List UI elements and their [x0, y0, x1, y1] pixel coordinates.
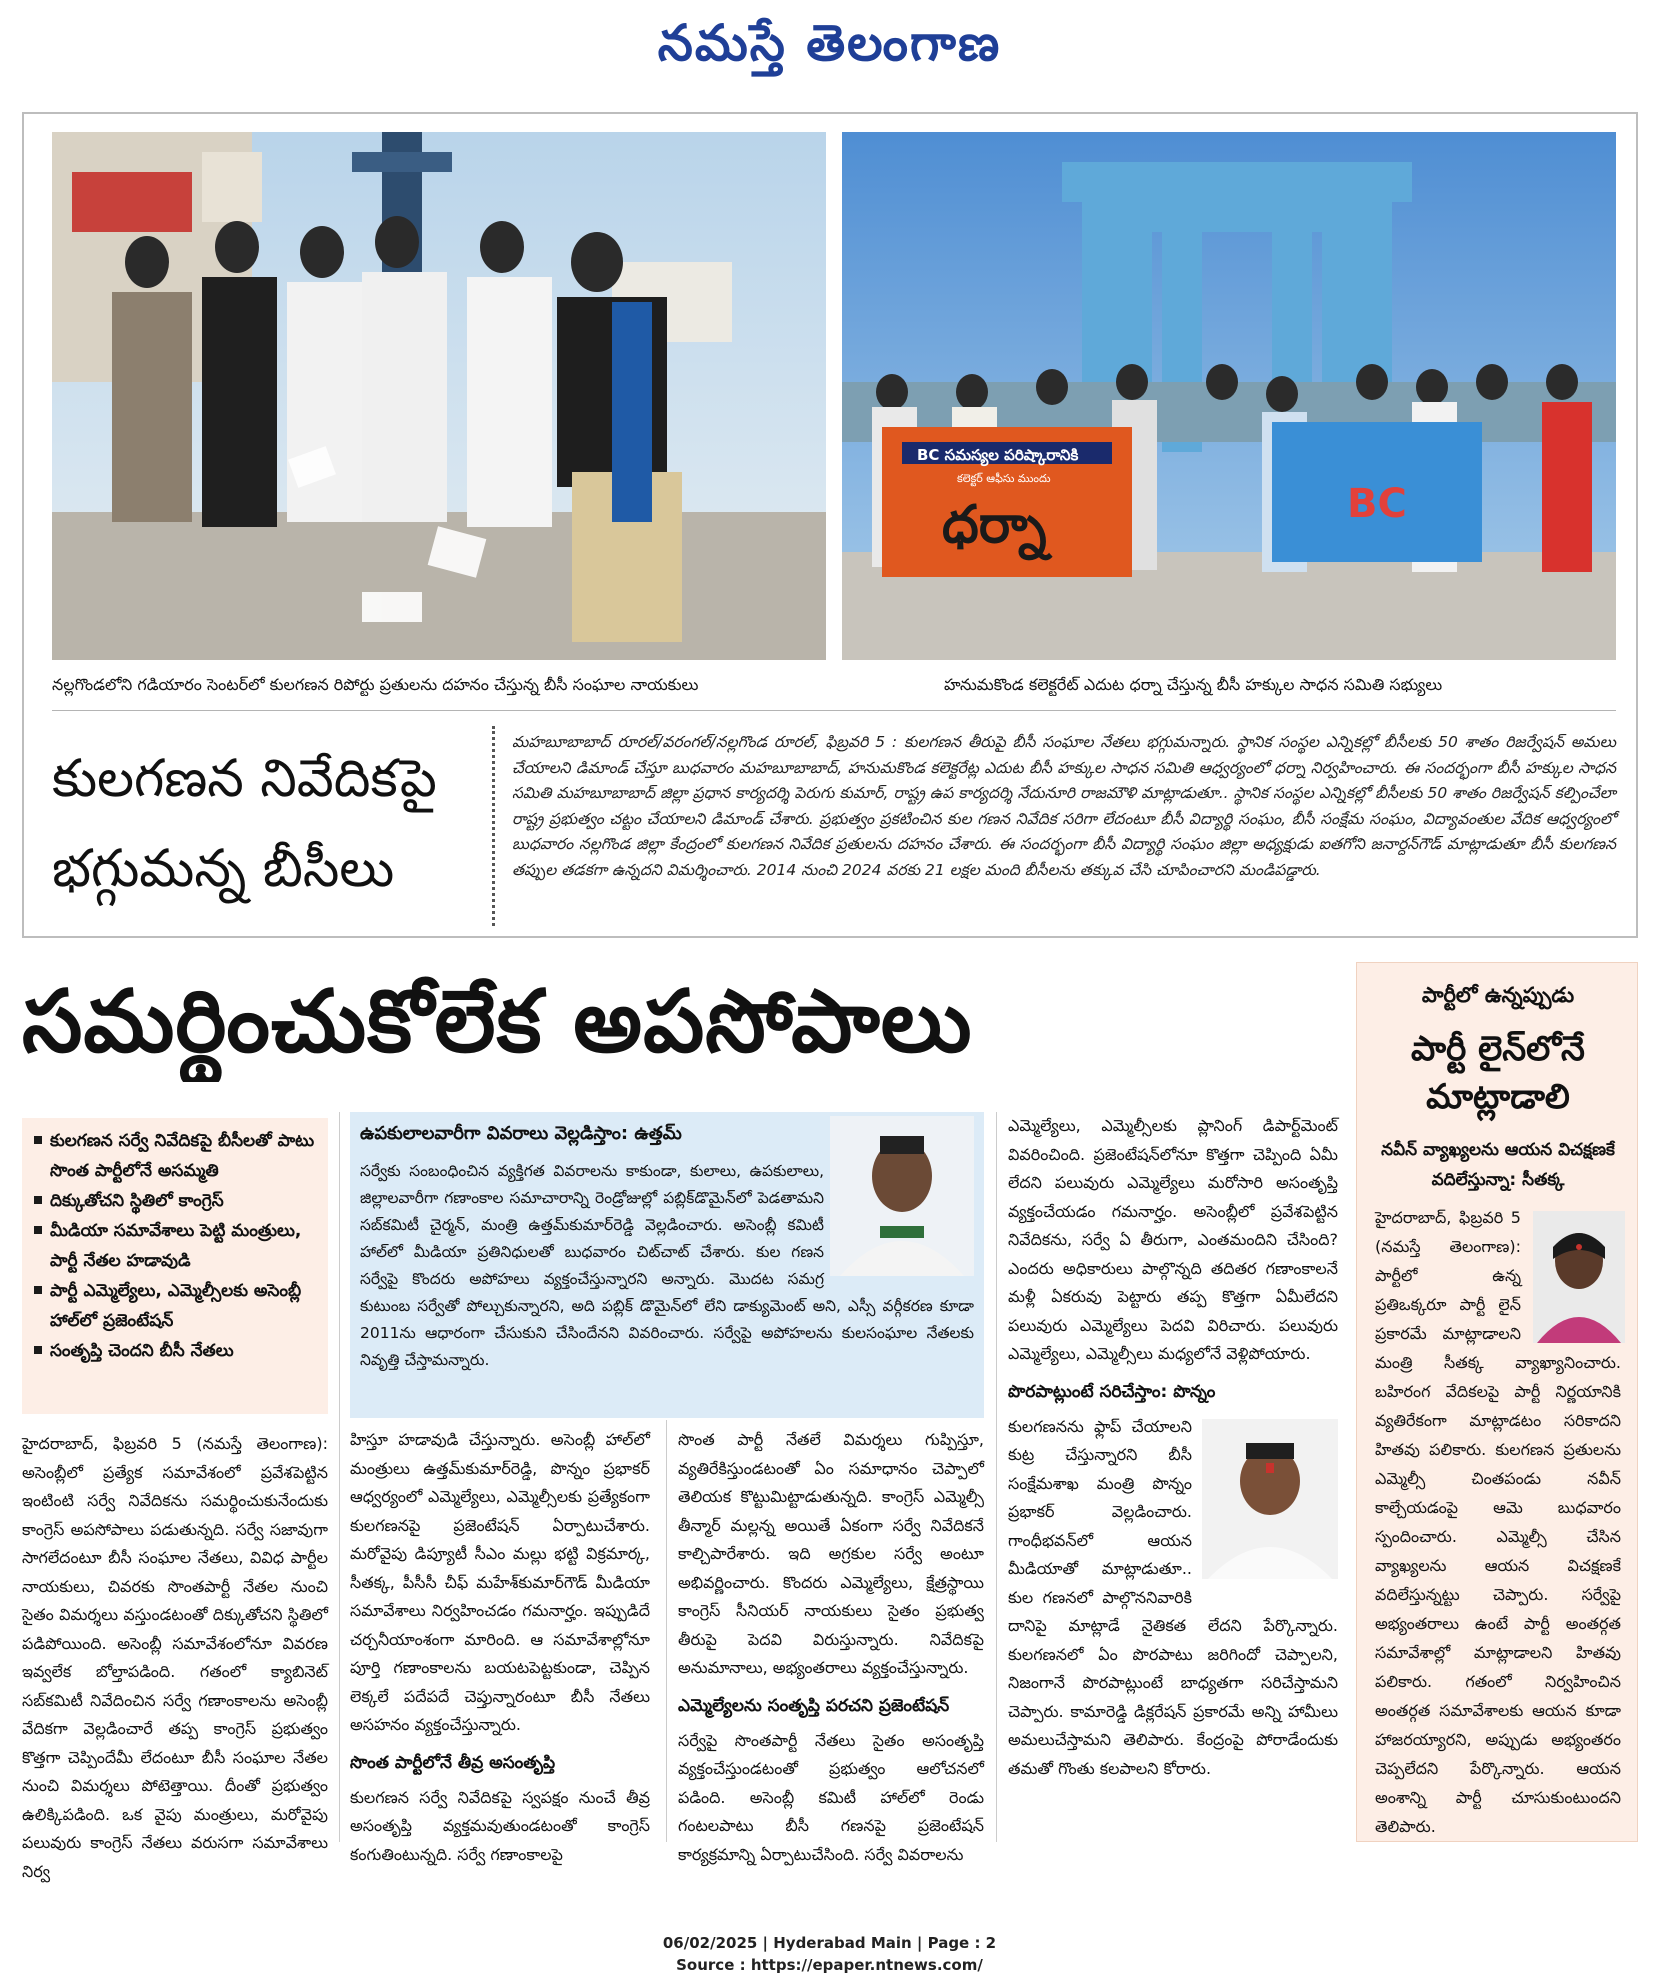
highlight-item: సంతృప్తి చెందని బీసీ నేతలు — [34, 1336, 318, 1366]
sidebar-kicker: పార్టీలో ఉన్నప్పుడు — [1421, 983, 1575, 1007]
banner-big: ధర్నా — [942, 495, 1047, 555]
column-2-text-a: హిస్తూ హడావుడి చేస్తున్నారు. అసెంబ్లీ హాల్‌లో మంత్రులు ఉత్తమ్‌కుమార్‌రెడ్డి, పొన్నం ప్రభాకర్‌ ఆధ్వర్యంలో ఎమ్మెల్యేలు, ఎమ్మెల్సీలకు ప్రత్యేకంగా కులగణనపై ప్రజెంటేషన్‌ ఏర్పాటుచేశారు. మరోవైపు డిప్యూటీ సీఎం మల్లు భట్టి విక్రమార్క, సీతక్క, పీసీసీ చీఫ్‌ మహేశ్‌కుమార్‌గౌడ్‌ మీడియా సమావేశాలు నిర్వహించడం గమనార్హం. ఇప్పుడిదే చర్చనీయాంశంగా మారింది. ఆ సమావేశాల్లోనూ పూర్తి గణాంకాలను బయటపెట్టకుండా, చెప్పిన లెక్కలే పదేపదే చెప్తున్నారంటూ బీసీ నేతలు అసహనం వ్యక్తంచేస్తున్నారు. — [350, 1430, 650, 1734]
footer-source: Source : https://epaper.ntnews.com/ — [676, 1956, 983, 1974]
uttam-box — [350, 1112, 984, 1418]
footer-edition: 06/02/2025 | Hyderabad Main | Page : 2 — [662, 1934, 997, 1952]
top-headline-line2: భగ్గుమన్న బీసీలు — [52, 839, 395, 899]
divider — [52, 710, 1616, 711]
sidebar-deck: నవీన్‌ వ్యాఖ్యలను ఆయన విచక్షణకే వదిలేస్తున్నా: సీతక్క — [1381, 1140, 1615, 1190]
highlights-box — [22, 1118, 328, 1414]
highlight-item: దిక్కుతోచని స్థితిలో కాంగ్రెస్‌ — [34, 1186, 318, 1216]
sidebar-story — [1356, 962, 1638, 1842]
column-2-text-b: కులగణన సర్వే నివేదికపై స్వపక్షం నుంచే తీవ్ర అసంతృప్తి వ్యక్తమవుతుండటంతో కాంగ్రెస్‌ కంగుతింటున్నది. సర్వే గణాంకాలపై — [350, 1787, 650, 1864]
top-story-body: మహబూబాబాద్‌ రూరల్‌/వరంగల్‌/నల్లగొండ రూరల్‌, ఫిబ్రవరి 5 : కులగణన తీరుపై బీసీ సంఘాల నేతలు భగ్గుమన్నారు. స్థానిక సంస్థల ఎన్నికల్లో బీసీలకు 50 శాతం రిజర్వేషన్‌ అమలు చేయాలని డిమాండ్‌ చేస్తూ బుధవారం మహబూబాబాద్‌, హనుమకొండ కలెక్టరేట్ల ఎదుట బీసీ హక్కుల సాధన సమితి ఆధ్వర్యంలో ధర్నా నిర్వహించారు. ఈ సందర్భంగా బీసీ హక్కుల సాధన సమితి మహబూబాబాద్‌ జిల్లా ప్రధాన కార్యదర్శి పెరుగు కుమార్‌, రాష్ట్ర ఉప కార్యదర్శి నేదునూరి రాజమౌళి మాట్లాడుతూ.. స్థానిక సంస్థల ఎన్నికల్లో బీసీలకు 50 శాతం రిజర్వేషన్‌ కల్పించేలా రాష్ట్ర ప్రభుత్వం చట్టం చేయాలని డిమాండ్‌ చేశారు. ప్రభుత్వం ప్రకటించిన కుల గణన నివేదిక సరిగా లేదంటూ బీసీ విద్యార్థి సంఘం, బీసీ సంక్షేమ సంఘం, విద్యావంతుల వేదిక ఆధ్వర్యంలో బుధవారం నల్లగొండ జిల్లా కేంద్రంలో కులగణన నివేదిక ప్రతులను దహనం చేశారు. ఈ సందర్భంగా బీసీ విద్యార్థి సంఘం జిల్లా అధ్యక్షుడు ఐతగోని జనార్దన్‌గౌడ్‌ మాట్లాడుతూ బీసీ కులగణన తప్పుల తడకగా ఉన్నదని విమర్శించారు. 2014 నుంచి 2024 వరకు 21 లక్షల మంది బీసీలను తక్కువ చేసి చూపించారని మండిపడ్డారు. — [512, 733, 1616, 879]
banner-right: BC — [1347, 481, 1407, 527]
main-column-4 — [1008, 1112, 1338, 1783]
masthead — [0, 8, 1659, 78]
page-footer — [0, 1932, 1659, 1976]
sidebar-headline: పార్టీ లైన్‌లోనే మాట్లాడాలి — [1411, 1029, 1585, 1117]
masthead-title: నమస్తే తెలంగాణ — [657, 13, 1002, 72]
banner-text: BC సమస్యల పరిష్కారానికి — [917, 446, 1079, 464]
highlight-item: మీడియా సమావేశాలు పెట్టి మంత్రులు, పార్టీ నేతల హడావుడి — [34, 1216, 318, 1276]
sidebar-body: హైదరాబాద్‌, ఫిబ్రవరి 5 (నమస్తే తెలంగాణ): పార్టీలో ఉన్న ప్రతిఒక్కరూ పార్టీ లైన్‌ ప్రకారమే మాట్లాడాలని మంత్రి సీతక్క వ్యాఖ్యానించారు. బహిరంగ వేదికలపై పార్టీ నిర్ణయానికి వ్యతిరేకంగా మాట్లాడటం సరికాదని హితవు పలికారు. కులగణన ప్రతులను ఎమ్మెల్సీ చింతపండు నవీన్‌ కాల్చేయడంపై ఆమె బుధవారం స్పందించారు. ఎమ్మెల్సీ చేసిన వ్యాఖ్యలను ఆయన విచక్షణకే వదిలేస్తున్నట్టు చెప్పారు. సర్వేపై అభ్యంతరాలు ఉంటే పార్టీ అంతర్గత సమావేశాల్లో మాట్లాడాలని హితవు పలికారు. గతంలో నిర్వహించిన అంతర్గత సమావేశాలకు ఆయన కూడా హాజరయ్యారని, అప్పుడు అభ్యంతరం చెప్పలేదని పేర్కొన్నారు. ఆయన అంశాన్ని పార్టీ చూసుకుంటుందని తెలిపారు. — [1375, 1208, 1621, 1836]
uttam-body: సర్వేకు సంబంధించిన వ్యక్తిగత వివరాలను కాకుండా, కులాలు, ఉపకులాలు, జిల్లాలవారీగా గణాంకాల సమాచారాన్ని రెండ్రోజుల్లో పబ్లిక్‌డొమైన్‌లో పెడతామని సబ్‌కమిటీ చైర్మన్‌, మంత్రి ఉత్తమ్‌కుమార్‌రెడ్డి వెల్లడించారు. అసెంబ్లీ కమిటీ హాల్‌లో మీడియా ప్రతినిధులతో బుధవారం చిట్‌చాట్‌ చేశారు. కుల గణన సర్వేపై కొందరు అపోహలు వ్యక్తంచేస్తున్నారని అన్నారు. మొదట సమగ్ర కుటుంబ సర్వేతో పోల్చుకున్నారని, అది పబ్లిక్‌ డొమైన్‌లో లేని డాక్యుమెంట్‌ అని, ఎస్సీ వర్గీకరణ కూడా 2011ను ఆధారంగా చేసుకుని చేసిందేనని వివరించారు. సర్వేపై అపోహలను కులసంఘాల నేతలకు నివృత్తి చేస్తామన్నారు. — [360, 1162, 974, 1369]
column-3-text-a: సొంత పార్టీ నేతలే విమర్శలు గుప్పిస్తూ, వ్యతిరేకిస్తుండటంతో ఏం సమాధానం చెప్పాలో తెలియక కొట్టుమిట్టాడుతున్నది. కాంగ్రెస్‌ ఎమ్మెల్సీ తీన్మార్‌ మల్లన్న అయితే ఏకంగా సర్వే నివేదికనే కాల్చిపారేశారు. ఇది అగ్రకుల సర్వే అంటూ అభివర్ణించారు. కొందరు ఎమ్మెల్యేలు, క్షేత్రస్థాయి కాంగ్రెస్‌ సీనియర్‌ నాయకులు సైతం ప్రభుత్వ తీరుపై పెదవి విరుస్తున్నారు. నివేదికపై అనుమానాలు, అభ్యంతరాలు వ్యక్తంచేస్తున్నారు. — [678, 1430, 984, 1677]
top-story-box — [22, 112, 1638, 938]
top-headline — [52, 734, 482, 924]
caption-right: హనుమకొండ కలెక్టరేట్‌ ఎదుట ధర్నా చేస్తున్న బీసీ హక్కుల సాధన సమితి సభ్యులు — [944, 675, 1443, 694]
column-4-text-b: కులగణనను ఫ్లాప్‌ చేయాలని కుట్ర చేస్తున్నారని బీసీ సంక్షేమశాఖ మంత్రి పొన్నం ప్రభాకర్‌ వెల్లడించారు. గాంధీభవన్‌లో ఆయన మీడియాతో మాట్లాడుతూ.. కుల గణనలో పాల్గొననివారికి దానిపై మాట్లాడే నైతికత లేదని పేర్కొన్నారు. కులగణనలో ఏం పొరపాటు జరిగిందో చెప్పాలని, నిజంగానే పొరపాట్లుంటే బాధ్యతగా సరిచేస్తామని చెప్పారు. కామారెడ్డి డిక్లరేషన్‌ ప్రకారమే అన్ని హామీలు అమలుచేస్తామని తెలిపారు. కేంద్రంపై పోరాడేందుకు తమతో గొంతు కలపాలని కోరారు. — [1008, 1416, 1338, 1778]
subheading-ponnam: పొరపాట్లుంటే సరిచేస్తాం: పొన్నం — [1008, 1381, 1216, 1402]
subheading-presentation: ఎమ్మెల్యేలను సంతృప్తి పరచని ప్రజెంటేషన్‌ — [678, 1695, 950, 1716]
ponnam-portrait — [1202, 1419, 1338, 1579]
uttam-subheading: ఉపకులాలవారీగా వివరాలు వెల్లడిస్తాం: ఉత్తమ్‌ — [360, 1123, 682, 1144]
top-headline-line1: కులగణన నివేదికపై — [52, 749, 437, 809]
column-rule — [666, 1420, 667, 1842]
photo-dharna-collectorate — [842, 132, 1616, 660]
banner-sub: కలెక్టర్ ఆఫీసు ముందు — [957, 472, 1051, 485]
main-column-3 — [678, 1426, 984, 1869]
main-column-1: హైదరాబాద్‌, ఫిబ్రవరి 5 (నమస్తే తెలంగాణ): అసెంబ్లీలో ప్రత్యేక సమావేశంలో ప్రవేశపెట్టిన ఇంటింటి సర్వే నివేదికను సమర్థించుకునేందుకు కాంగ్రెస్‌ అపసోపాలు పడుతున్నది. సర్వే సజావుగా సాగలేదంటూ బీసీ సంఘాల నేతలు, వివిధ పార్టీల నాయకులు, చివరకు సొంతపార్టీ నేతల నుంచి సైతం విమర్శలు వస్తుండటంతో దిక్కుతోచని స్థితిలో పడిపోయింది. అసెంబ్లీ సమావేశంలోనూ వివరణ ఇవ్వలేక బోల్తాపడింది. గతంలో క్యాబినెట్‌ సబ్‌కమిటీ నివేదించిన సర్వే గణాంకాలను అసెంబ్లీ వేదికగా వెల్లడించారే తప్ప కాంగ్రెస్‌ ప్రభుత్వం కొత్తగా చెప్పిందేమీ లేదంటూ బీసీ సంఘాల నేతల నుంచి విమర్శలు పోటెత్తాయి. దీంతో ప్రభుత్వం ఉలిక్కిపడింది. ఒక వైపు మంత్రులు, మరోవైపు పలువురు కాంగ్రెస్‌ నేతలు వరుసగా సమావేశాలు నిర్వ — [22, 1434, 328, 1881]
photo-burning-report — [52, 132, 826, 660]
caption-left: నల్లగొండలోని గడియారం సెంటర్‌లో కులగణన రిపోర్టు ప్రతులను దహనం చేస్తున్న బీసీ సంఘాల నాయకులు — [52, 675, 699, 694]
highlight-item: పార్టీ ఎమ్మెల్యేలు, ఎమ్మెల్సీలకు అసెంబ్లీ హాల్‌లో ప్రజెంటేషన్‌ — [34, 1276, 318, 1336]
column-rule — [339, 1112, 340, 1842]
highlight-item: కులగణన సర్వే నివేదికపై బీసీలతో పాటు సొంత పార్టీలోనే అసమ్మతి — [34, 1126, 318, 1186]
dotted-separator — [492, 726, 495, 926]
main-column-2 — [350, 1426, 650, 1869]
column-3-text-b: సర్వేపై సొంతపార్టీ నేతలు సైతం అసంతృప్తి వ్యక్తంచేస్తుండటంతో ప్రభుత్వం ఆలోచనలో పడింది. అసెంబ్లీ కమిటీ హాల్‌లో రెండు గంటలపాటు బీసీ గణనపై ప్రజెంటేషన్‌ కార్యక్రమాన్ని ఏర్పాటుచేసింది. సర్వే వివరాలను — [678, 1730, 984, 1864]
subheading-own-party: సొంత పార్టీలోనే తీవ్ర అసంతృప్తి — [350, 1752, 556, 1773]
column-rule — [996, 1112, 997, 1842]
column-4-text-a: ఎమ్మెల్యేలు, ఎమ్మెల్సీలకు ప్లానింగ్‌ డిపార్ట్‌మెంట్‌ వివరించింది. ప్రజెంటేషన్‌లోనూ కొత్తగా చెప్పింది ఏమీ లేదని పలువురు ఎమ్మెల్యేలు మరోసారి అసంతృప్తి వ్యక్తంచేయడం గమనార్హం. అసెంబ్లీలో ప్రవేశపెట్టిన నివేదికను, సర్వే ఏ తీరుగా, ఎంతమందిని చేసింది? ఎందరు అధికారులు పాల్గొన్నది తదితర గణాంకాలనే మళ్లీ ఏకరువు పెట్టారు తప్ప కొత్తగా ఏమీలేదని పలువురు ఎమ్మెల్యేలు పెదవి విరిచారు. పలువురు ఎమ్మెల్యేలు, ఎమ్మెల్సీలు మధ్యలోనే వెళ్లిపోయారు. — [1008, 1116, 1338, 1363]
main-headline: సమర్థించుకోలేక అపసోపాలు — [22, 972, 973, 1072]
